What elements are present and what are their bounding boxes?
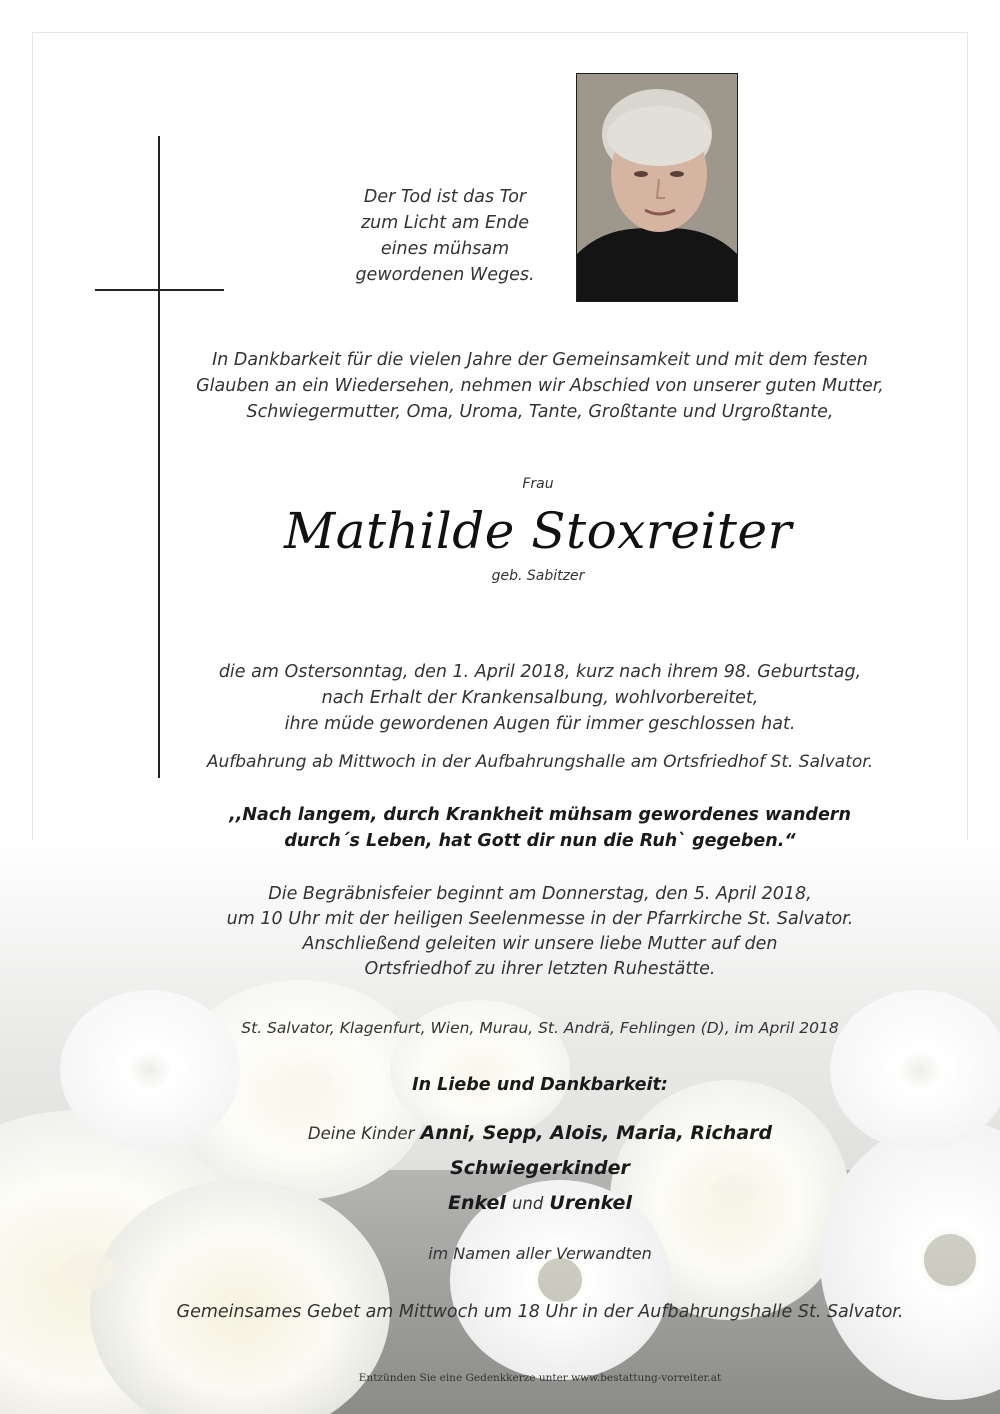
death-notice-line: nach Erhalt der Krankensalbung, wohlvorbereitet, <box>321 688 759 708</box>
bold-quote <box>190 802 890 854</box>
salutation: Frau <box>522 476 554 492</box>
great-grandchildren: Urenkel <box>549 1192 632 1214</box>
children-in-law: Schwiegerkinder <box>450 1157 630 1179</box>
bold-quote-line: ,,Nach langem, durch Krankheit mühsam gewordenes wandern <box>229 805 851 825</box>
maiden-name: geb. Sabitzer <box>491 568 585 584</box>
grandchildren-line <box>240 1188 840 1219</box>
epitaph-quote <box>330 184 560 288</box>
grandchildren: Enkel <box>448 1192 506 1214</box>
funeral-details <box>190 882 890 982</box>
prayer-notice: Gemeinsames Gebet am Mittwoch um 18 Uhr in der Aufbahrungshalle St. Salvator. <box>176 1302 904 1322</box>
funeral-line: Ortsfriedhof zu ihrer letzten Ruhestätte. <box>364 959 716 979</box>
candle-footer: Entzünden Sie eine Gedenkkerze unter www.bestattung-vorreiter.at <box>358 1372 722 1384</box>
on-behalf-text: im Namen aller Verwandten <box>428 1244 652 1263</box>
intro-line: In Dankbarkeit für die vielen Jahre der Gemeinsamkeit und mit dem festen <box>212 350 868 370</box>
epitaph-line: Der Tod ist das Tor <box>363 187 527 207</box>
epitaph-line: eines mühsam <box>380 239 510 259</box>
bold-quote-line: durch´s Leben, hat Gott dir nun die Ruh` gegeben.“ <box>284 831 796 851</box>
portrait-photo <box>576 73 738 302</box>
places-and-date: St. Salvator, Klagenfurt, Wien, Murau, St. Andrä, Fehlingen (D), im April 2018 <box>241 1019 839 1037</box>
epitaph-line: gewordenen Weges. <box>355 265 535 285</box>
children-names: Anni, Sepp, Alois, Maria, Richard <box>420 1122 773 1144</box>
death-notice-line: die am Ostersonntag, den 1. April 2018, kurz nach ihrem 98. Geburtstag, <box>218 662 862 682</box>
deceased-name: Mathilde Stoxreiter <box>284 502 792 560</box>
in-love-heading: In Liebe und Dankbarkeit: <box>412 1075 668 1095</box>
viewing-notice: Aufbahrung ab Mittwoch in der Aufbahrungshalle am Ortsfriedhof St. Salvator. <box>206 752 874 772</box>
cross-icon <box>158 136 160 778</box>
funeral-line: Anschließend geleiten wir unsere liebe Mutter auf den <box>302 934 778 954</box>
intro-line: Glauben an ein Wiedersehen, nehmen wir Abschied von unserer guten Mutter, <box>196 376 884 396</box>
intro-text <box>190 347 890 425</box>
funeral-line: Die Begräbnisfeier beginnt am Donnerstag, den 5. April 2018, <box>268 884 812 904</box>
epitaph-line: zum Licht am Ende <box>361 213 529 233</box>
intro-line: Schwiegermutter, Oma, Uroma, Tante, Großtante und Urgroßtante, <box>246 402 834 422</box>
children-prefix: Deine Kinder <box>307 1124 415 1143</box>
death-notice-line: ihre müde gewordenen Augen für immer geschlossen hat. <box>284 714 796 734</box>
funeral-line: um 10 Uhr mit der heiligen Seelenmesse in der Pfarrkirche St. Salvator. <box>226 909 854 929</box>
death-notice <box>190 659 890 737</box>
children-line <box>240 1118 840 1149</box>
cross-icon-bar <box>95 289 224 291</box>
conjunction: und <box>511 1194 544 1213</box>
